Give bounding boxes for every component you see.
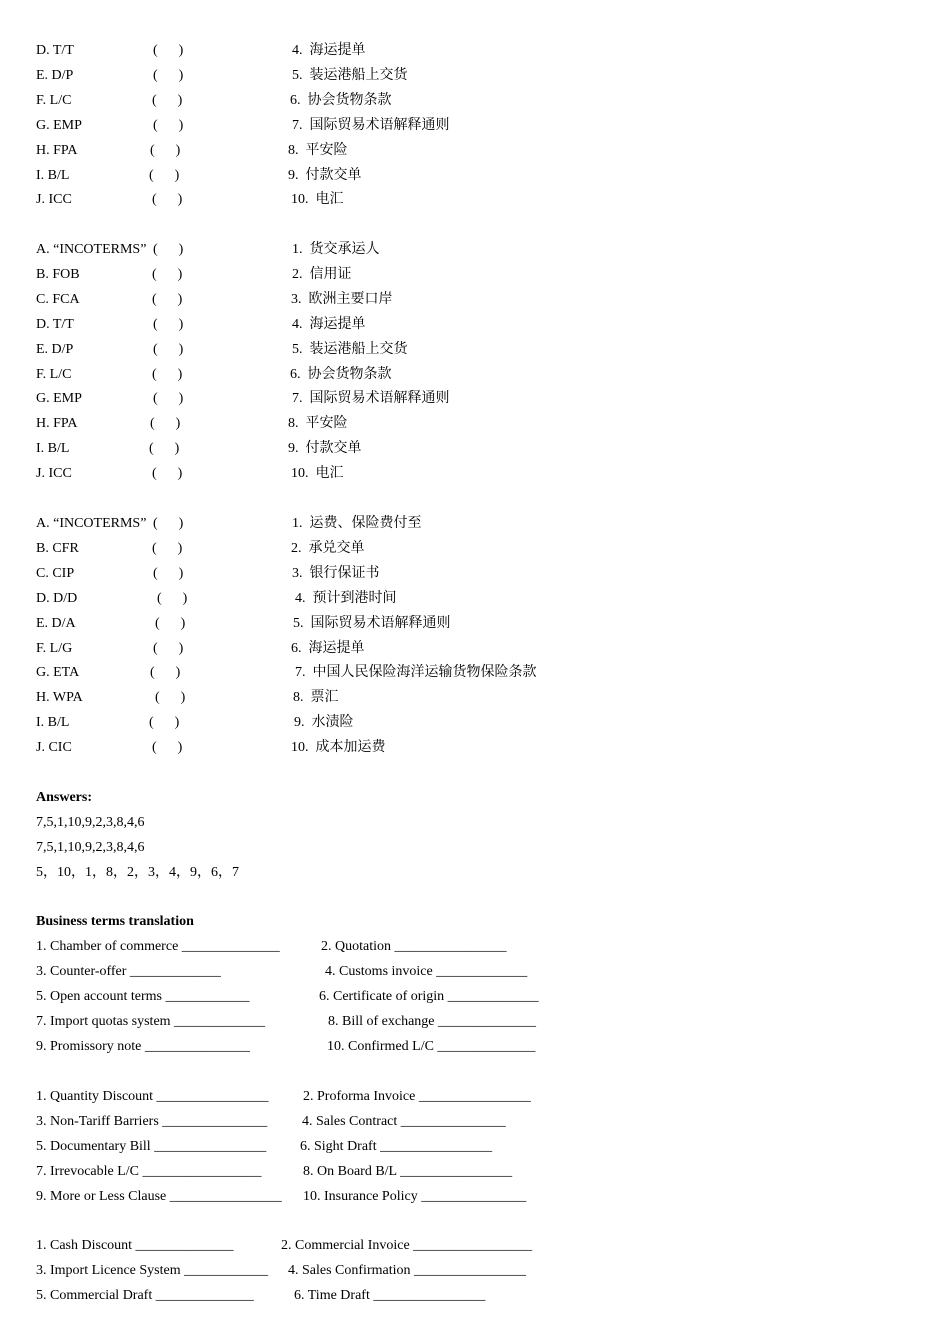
match-term: H. FPA: [36, 416, 78, 431]
match-term: E. D/A: [36, 616, 76, 631]
match-term: E. D/P: [36, 68, 74, 83]
match-definition: 10. 电汇: [291, 466, 344, 481]
match-definition: 5. 装运港船上交货: [292, 342, 408, 357]
match-blank: ( ): [153, 342, 184, 357]
match-definition: 6. 海运提单: [291, 641, 365, 656]
translation-heading: Business terms translation: [36, 914, 194, 929]
match-definition: 9. 付款交单: [288, 168, 362, 183]
match-blank: ( ): [152, 192, 183, 207]
translation-item: 1. Cash Discount ______________: [36, 1238, 234, 1253]
translation-item: 5. Documentary Bill ________________: [36, 1139, 267, 1154]
answer-line: 7,5,1,10,9,2,3,8,4,6: [36, 840, 145, 855]
match-definition: 1. 运费、保险费付至: [292, 516, 422, 531]
match-blank: ( ): [153, 641, 184, 656]
match-definition: 4. 海运提单: [292, 43, 366, 58]
match-term: G. ETA: [36, 665, 80, 680]
match-definition: 7. 国际贸易术语解释通则: [292, 391, 450, 406]
translation-item: 6. Certificate of origin _____________: [319, 989, 539, 1004]
translation-item: 4. Sales Contract _______________: [302, 1114, 506, 1129]
translation-item: 4. Sales Confirmation ________________: [288, 1263, 526, 1278]
translation-item: 7. Irrevocable L/C _________________: [36, 1164, 262, 1179]
translation-item: 7. Import quotas system _____________: [36, 1014, 266, 1029]
match-blank: ( ): [149, 441, 180, 456]
match-term: D. D/D: [36, 591, 78, 606]
match-term: B. FOB: [36, 267, 80, 282]
match-term: B. CFR: [36, 541, 79, 556]
match-blank: ( ): [152, 292, 183, 307]
match-term: C. CIP: [36, 566, 75, 581]
match-definition: 8. 票汇: [293, 690, 339, 705]
match-term: F. L/G: [36, 641, 73, 656]
match-definition: 10. 成本加运费: [291, 740, 386, 755]
match-definition: 5. 国际贸易术语解释通则: [293, 616, 451, 631]
match-definition: 9. 水渍险: [294, 715, 354, 730]
match-blank: ( ): [153, 118, 184, 133]
match-definition: 3. 欧洲主要口岸: [291, 292, 393, 307]
match-term: G. EMP: [36, 118, 82, 133]
translation-item: 2. Quotation ________________: [321, 939, 507, 954]
translation-item: 10. Insurance Policy _______________: [303, 1189, 527, 1204]
match-blank: ( ): [149, 715, 180, 730]
match-blank: ( ): [155, 616, 186, 631]
match-term: G. EMP: [36, 391, 82, 406]
translation-item: 9. Promissory note _______________: [36, 1039, 250, 1054]
translation-item: 10. Confirmed L/C ______________: [327, 1039, 536, 1054]
answer-line: 7,5,1,10,9,2,3,8,4,6: [36, 815, 145, 830]
match-term: D. T/T: [36, 43, 74, 58]
match-definition: 4. 海运提单: [292, 317, 366, 332]
match-term: A. “INCOTERMS”: [36, 516, 147, 531]
match-definition: 8. 平安险: [288, 416, 348, 431]
match-blank: ( ): [152, 93, 183, 108]
translation-item: 8. On Board B/L ________________: [303, 1164, 513, 1179]
translation-item: 9. More or Less Clause ________________: [36, 1189, 282, 1204]
match-blank: ( ): [155, 690, 186, 705]
answer-line: 5，10，1，8，2，3，4，9，6，7: [36, 865, 239, 880]
translation-item: 3. Counter-offer _____________: [36, 964, 221, 979]
match-blank: ( ): [150, 143, 181, 158]
match-term: J. CIC: [36, 740, 72, 755]
match-definition: 6. 协会货物条款: [290, 367, 392, 382]
match-definition: 2. 信用证: [292, 267, 352, 282]
match-blank: ( ): [153, 317, 184, 332]
match-blank: ( ): [157, 591, 188, 606]
translation-item: 1. Quantity Discount ________________: [36, 1089, 269, 1104]
match-term: I. B/L: [36, 715, 70, 730]
match-term: H. FPA: [36, 143, 78, 158]
match-blank: ( ): [153, 566, 184, 581]
match-term: C. FCA: [36, 292, 80, 307]
match-blank: ( ): [153, 391, 184, 406]
translation-item: 1. Chamber of commerce ______________: [36, 939, 280, 954]
match-term: D. T/T: [36, 317, 74, 332]
match-blank: ( ): [152, 367, 183, 382]
match-definition: 2. 承兑交单: [291, 541, 365, 556]
match-term: E. D/P: [36, 342, 74, 357]
translation-item: 6. Sight Draft ________________: [300, 1139, 493, 1154]
match-term: H. WPA: [36, 690, 83, 705]
match-blank: ( ): [153, 43, 184, 58]
translation-item: 6. Time Draft ________________: [294, 1288, 486, 1303]
match-blank: ( ): [153, 516, 184, 531]
match-definition: 5. 装运港船上交货: [292, 68, 408, 83]
answers-heading: Answers:: [36, 790, 92, 805]
match-definition: 3. 银行保证书: [292, 566, 380, 581]
match-blank: ( ): [152, 740, 183, 755]
match-definition: 8. 平安险: [288, 143, 348, 158]
match-definition: 6. 协会货物条款: [290, 93, 392, 108]
match-blank: ( ): [150, 416, 181, 431]
match-term: F. L/C: [36, 367, 72, 382]
match-definition: 10. 电汇: [291, 192, 344, 207]
match-term: I. B/L: [36, 168, 70, 183]
translation-item: 2. Commercial Invoice _________________: [281, 1238, 533, 1253]
translation-item: 8. Bill of exchange ______________: [328, 1014, 537, 1029]
match-definition: 4. 预计到港时间: [295, 591, 397, 606]
match-blank: ( ): [152, 541, 183, 556]
match-definition: 9. 付款交单: [288, 441, 362, 456]
translation-item: 3. Non-Tariff Barriers _______________: [36, 1114, 268, 1129]
match-blank: ( ): [152, 267, 183, 282]
match-term: J. ICC: [36, 192, 72, 207]
match-term: I. B/L: [36, 441, 70, 456]
match-blank: ( ): [152, 466, 183, 481]
translation-item: 4. Customs invoice _____________: [325, 964, 528, 979]
match-definition: 7. 中国人民保险海洋运输货物保险条款: [295, 665, 537, 680]
match-blank: ( ): [150, 665, 181, 680]
match-definition: 7. 国际贸易术语解释通则: [292, 118, 450, 133]
translation-item: 2. Proforma Invoice ________________: [303, 1089, 531, 1104]
match-term: F. L/C: [36, 93, 72, 108]
translation-item: 5. Open account terms ____________: [36, 989, 250, 1004]
match-term: J. ICC: [36, 466, 72, 481]
translation-item: 3. Import Licence System ____________: [36, 1263, 269, 1278]
match-blank: ( ): [149, 168, 180, 183]
match-blank: ( ): [153, 242, 184, 257]
match-blank: ( ): [153, 68, 184, 83]
match-definition: 1. 货交承运人: [292, 242, 380, 257]
match-term: A. “INCOTERMS”: [36, 242, 147, 257]
translation-item: 5. Commercial Draft ______________: [36, 1288, 254, 1303]
